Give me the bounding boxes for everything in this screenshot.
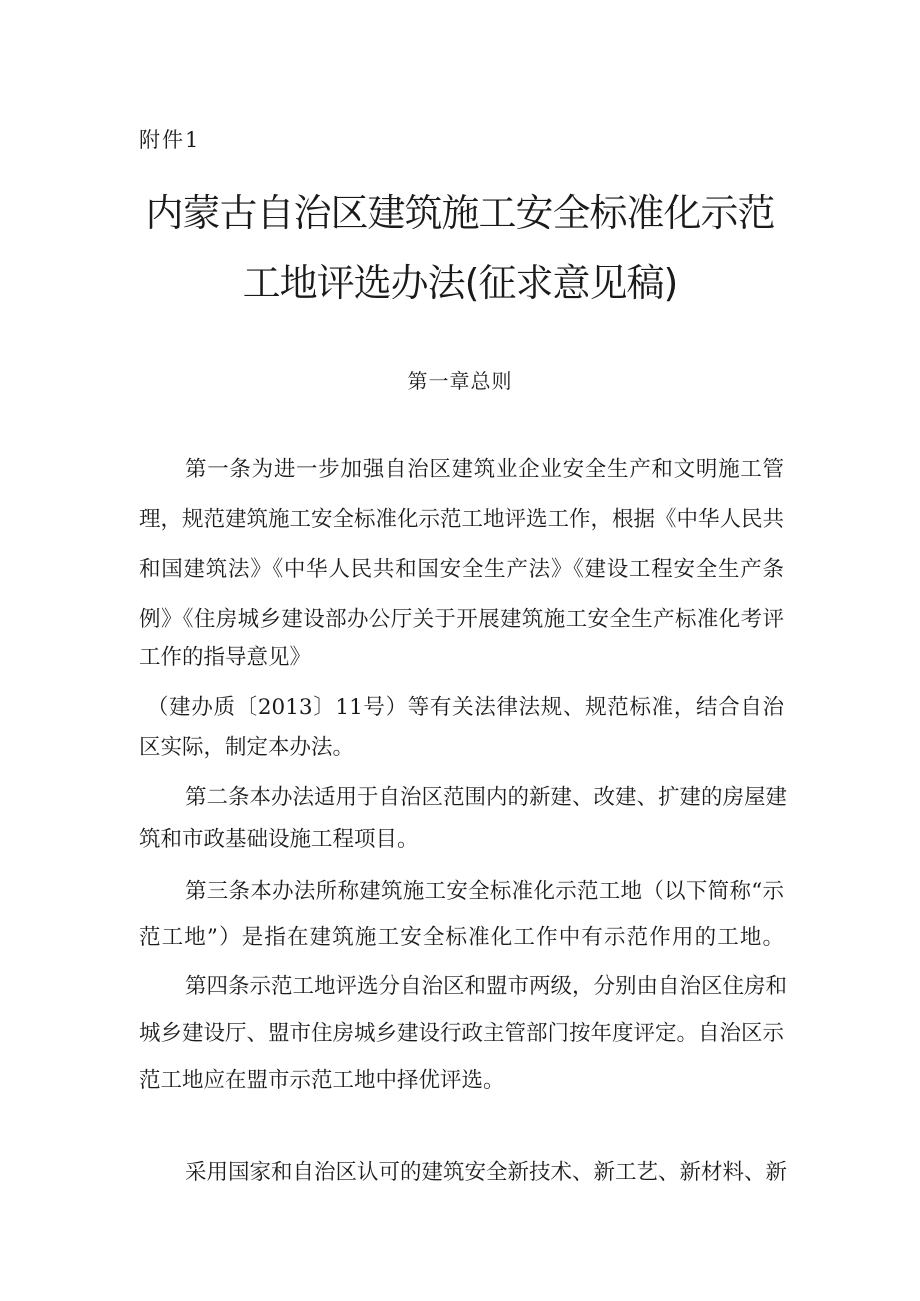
paragraph-line: 例》《住房城乡建设部办公厅关于开展建筑施工安全生产标准化考评 [139, 607, 784, 632]
document-title-line-2: 工地评选办法(征求意见稿) [242, 261, 678, 305]
paragraph-line: 第二条本办法适用于自治区范围内的新建、改建、扩建的房屋建 [185, 785, 788, 810]
paragraph-line: 理，规范建筑施工安全标准化示范工地评选工作，根据《中华人民共 [139, 507, 785, 532]
chapter-heading: 第一章总则 [407, 369, 513, 393]
paragraph-line: 第四条示范工地评选分自治区和盟市两级，分别由自治区住房和 [185, 974, 788, 999]
paragraph-line: 和国建筑法》《中华人民共和国安全生产法》《建设工程安全生产条 [139, 557, 784, 582]
attachment-label: 附件1 [139, 128, 201, 152]
paragraph-line: （建办质〔2013〕11号）等有关法律法规、规范标准，结合自治 [147, 695, 784, 720]
paragraph-line: 筑和市政基础设施工程项目。 [139, 827, 419, 852]
paragraph-line: 第三条本办法所称建筑施工安全标准化示范工地（以下简称“示 [185, 879, 784, 904]
paragraph-line: 采用国家和自治区认可的建筑安全新技术、新工艺、新材料、新 [185, 1160, 788, 1185]
paragraph-line: 区实际，制定本办法。 [139, 735, 355, 760]
paragraph-line: 城乡建设厅、盟市住房城乡建设行政主管部门按年度评定。自治区示 [139, 1021, 785, 1046]
paragraph-line: 范工地应在盟市示范工地中择优评选。 [139, 1068, 505, 1093]
paragraph-line: 范工地”）是指在建筑施工安全标准化工作中有示范作用的工地。 [139, 925, 784, 950]
paragraph-line: 第一条为进一步加强自治区建筑业企业安全生产和文明施工管 [185, 457, 784, 482]
document-title-line-1: 内蒙古自治区建筑施工安全标准化示范 [145, 191, 775, 235]
paragraph-line: 工作的指导意见》 [139, 645, 312, 670]
